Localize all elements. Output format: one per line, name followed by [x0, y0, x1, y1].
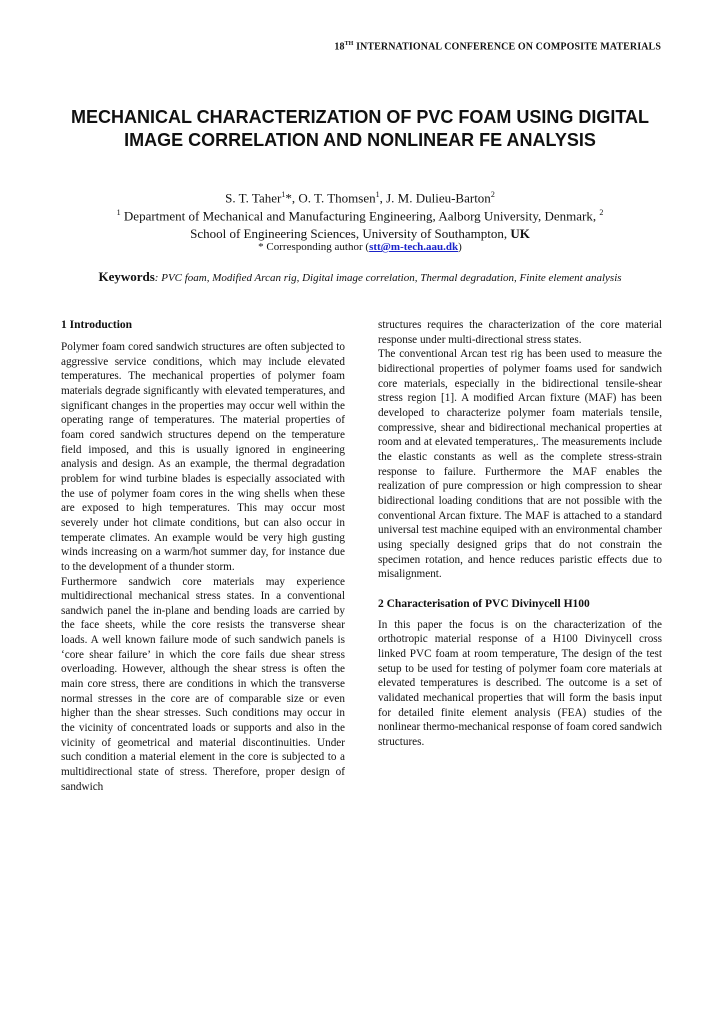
- affil-1-mark: 1: [116, 208, 121, 217]
- corresponding-close: ): [458, 241, 462, 253]
- section-1-heading: 1 Introduction: [61, 319, 133, 331]
- header-ordinal-suffix: TH: [344, 41, 354, 47]
- corresponding-email-link[interactable]: stt@m-tech.aau.dk: [369, 241, 459, 253]
- keywords-separator: :: [154, 272, 159, 284]
- left-column: [61, 318, 345, 794]
- author-list: S. T. Taher$^1$*, O. T. Thomsen$^1$, J. M. Dulieu-Barton$^2$: [225, 190, 495, 206]
- header-conference-name: INTERNATIONAL CONFERENCE ON COMPOSITE MATERIALS: [356, 41, 661, 53]
- keywords-text: PVC foam, Modified Arcan rig, Digital image correlation, Thermal degradation, Finite element analysis: [161, 272, 622, 284]
- header-ordinal: 18: [334, 41, 345, 53]
- intro-paragraph-3: structures requires the characterization of the core material response under multi-directional stress states.: [378, 319, 662, 346]
- right-column: [378, 318, 662, 750]
- affiliations: [40, 204, 680, 243]
- author-3-name: J. M. Dulieu-Barton: [386, 190, 491, 206]
- corresponding-label: * Corresponding author (: [258, 241, 370, 253]
- corresponding-author: [0, 241, 720, 253]
- intro-paragraph-4: The conventional Arcan test rig has been used to measure the bidirectional properties of polymer foams used for sandwich core materials, especially in the bidirectional tensile-shear stress region [1]. A modified Arcan fixture (MAF) has been developed to characterize polymer foam materials tensile, compressive, shear and bidirectional mechanical properties at room and at elevated temperatures,. The measurements include the elastic constants as well as the complete stress-strain response to failure. Furthermore the MAF enables the realization of pure compression or high compression to shear bidirectional loading conditions that are not possible with the conventional Arcan fixture. The MAF is attached to a standard universal test machine equiped with an environmental chamber using specially designed grips that do not constrain the specimen rotation, and hence reduces paristic effects due to misalignment.: [378, 348, 662, 581]
- affil-1-text: Department of Mechanical and Manufacturing Engineering, Aalborg University, Denmark,: [123, 208, 597, 224]
- running-header: [0, 41, 720, 52]
- author-2-name: O. T. Thomsen: [298, 190, 376, 206]
- section-2-paragraph-1: In this paper the focus is on the characterization of the orthotropic material response of a H100 Divinycell cross linked PVC foam at room temperature, The design of the test setup to be used for testing of polymer foam core materials at elevated temperatures is described. The outcome is a set of validated mechanical properties that will form the basis input for detailed finite element analysis (FEA) studies of the nonlinear thermo-mechanical response of foam cored sandwich structures.: [378, 618, 662, 749]
- intro-paragraph-1: Polymer foam cored sandwich structures are often subjected to aggressive service conditions, which may include elevated temperatures. The mechanical properties of polymer foam materials degrade significantly with elevated temperatures, and significant changes in the properties may occur well within the operating range of temperatures. The material properties of foam cored sandwich structures depend on the temperature field imposed, and this is usually ignored in engineering analysis and design. As an example, the thermal degradation problem for wind turbine blades is especially associated with the use of polymer foam cores in the wing shells when these are exposed to high temperatures. This may occur most severely under hot climate conditions, but can also occur in temperate climates. An example would be very high gusting winds increasing on a warm/hot summer day, for instance due to the development of a thunder storm.: [61, 341, 345, 573]
- author-1-name: S. T. Taher: [225, 190, 282, 206]
- author-1-corresponding-mark: *: [285, 190, 292, 206]
- author-1-affil-mark: 1: [281, 190, 286, 199]
- paper-title: MECHANICAL CHARACTERIZATION OF PVC FOAM USING DIGITAL IMAGE CORRELATION AND NONLINEAR FE ANALYSIS: [71, 107, 649, 150]
- intro-paragraph-2: Furthermore sandwich core materials may experience multidirectional mechanical stress states. In a conventional sandwich panel the in-plane and bending loads are carried by the face sheets, while the core resists the transverse shear loads. A well known failure mode of such sandwich panels is ‘core shear failure’ in which the core fails due shear stress overloading. However, although the shear stress is often the main core stress, there are conditions in which the transverse normal stresses in the core are of comparable size or even higher than the shear stresses. Such conditions may occur in the vicinity of concentrated loads or supports and also in the vicinity of geometrical and material discontinuities. Under such condition a material element in the core is subjected to a multidirectional state of stress. Therefore, proper design of sandwich: [61, 575, 345, 793]
- keywords-label: Keywords: [98, 269, 155, 284]
- keywords-block: [80, 268, 640, 287]
- author-3-affil-mark: 2: [490, 190, 495, 199]
- affil-2-country: UK: [510, 226, 530, 242]
- section-2-heading: 2 Characterisation of PVC Divinycell H100: [378, 597, 590, 610]
- affil-2-mark: 2: [599, 208, 604, 217]
- author-2-affil-mark: 1: [375, 190, 380, 199]
- affil-2-text: School of Engineering Sciences, University of Southampton,: [190, 226, 508, 242]
